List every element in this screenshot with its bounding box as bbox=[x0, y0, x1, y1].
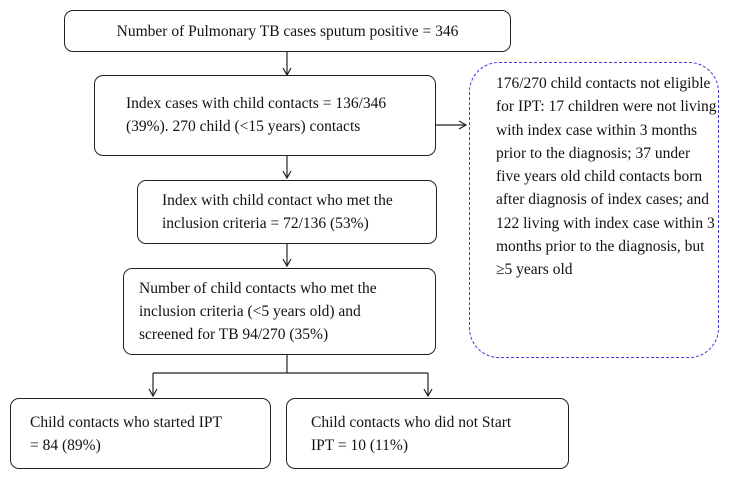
started-ipt-line-2: = 84 (89%) bbox=[30, 437, 101, 454]
not-started-ipt-line-2: IPT = 10 (11%) bbox=[311, 437, 408, 454]
screened-contacts-line-2: inclusion criteria (<5 years old) and bbox=[139, 303, 361, 320]
not-started-ipt-line-1: Child contacts who did not Start bbox=[311, 414, 512, 431]
note-line-11: years old bbox=[516, 261, 573, 279]
index-cases-line-1: Index cases with child contacts = 136/346 bbox=[126, 95, 387, 112]
started-ipt-line-1: Child contacts who started IPT bbox=[30, 414, 222, 431]
note-line-8: cases; and 122 living with bbox=[496, 191, 710, 232]
index-cases-line-2: (39%). 270 child (<15 years) contacts bbox=[126, 118, 361, 135]
ineligible-contacts-note bbox=[469, 62, 719, 358]
not-started-ipt-box bbox=[286, 398, 569, 469]
inclusion-criteria-line-2: inclusion criteria = 72/136 (53%) bbox=[162, 215, 369, 232]
inclusion-criteria-box bbox=[137, 180, 437, 244]
note-line-5: the diagnosis; 37 under five bbox=[496, 144, 691, 186]
pulmonary-tb-cases-box bbox=[64, 10, 511, 52]
note-line-2: eligible for IPT: 17 children bbox=[496, 75, 711, 116]
note-line-9: index case within 3 months bbox=[496, 214, 715, 256]
note-line-7: after diagnosis of index bbox=[496, 191, 642, 209]
screened-contacts-line-3: screened for TB 94/270 (35%) bbox=[139, 326, 329, 343]
screened-contacts-line-1: Number of child contacts who met the bbox=[139, 280, 377, 297]
note-line-6: years old child contacts born bbox=[523, 168, 703, 186]
note-line-1: 176/270 child contacts not bbox=[496, 75, 661, 92]
screened-contacts-box bbox=[123, 268, 436, 355]
note-line-3: were not living with index bbox=[496, 98, 717, 139]
inclusion-criteria-line-1: Index with child contact who met the bbox=[162, 192, 393, 209]
note-line-10: prior to the diagnosis, but ≥5 bbox=[496, 238, 705, 279]
note-line-4: case within 3 months prior to bbox=[496, 121, 698, 162]
pulmonary-tb-cases-text: Number of Pulmonary TB cases sputum positive = 346 bbox=[116, 22, 459, 40]
started-ipt-box bbox=[10, 398, 271, 469]
index-cases-box bbox=[94, 75, 436, 156]
